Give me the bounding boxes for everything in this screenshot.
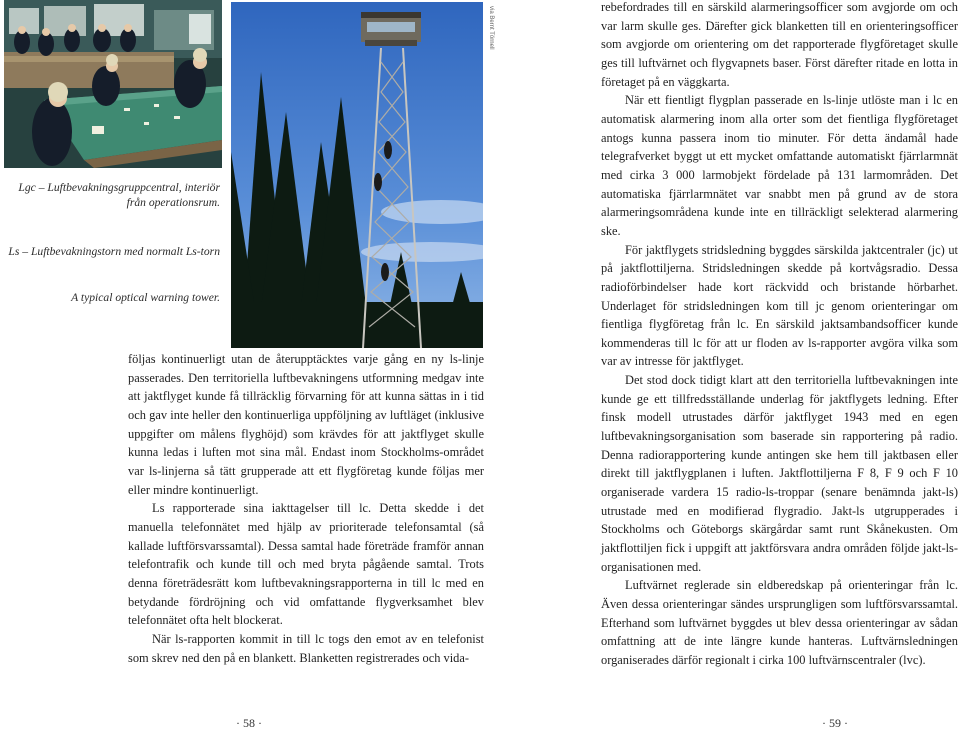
paragraph: Det stod dock tidigt klart att den territoriella luftbevakningen inte kunde ge ett tillfredsställande underlag för jaktflygets ledning. Efter finsk modell utrustades därför jaktflyget 1943 med en egen luftbevakningsorganisation som baserade sin rapportering på radio. Denna radiorapportering kunde antingen ske hem till jaktbasen eller direkt till jaktflygplanen i luften. Jaktflottiljerna F 8, F 9 och F 10 organiserade vardera 15 radio-ls-troppar (senare benämnda jakt-ls) utrustade med en modifierad flygradio. Jakt-ls utgrupperades i Stockholms och Göteborgs skärgårdar samt runt Skånekusten. Om jaktflottiljen fick i uppgift att jaktförsvara andra områden följde jakt-ls-organisationen med. [601, 373, 958, 574]
page-number-left: · 58 · [236, 716, 262, 730]
right-column-text [601, 0, 958, 670]
paragraph: Ls rapporterade sina iakttagelser till lc. Detta skedde i det manuella telefonnätet med hjälp av prioriterade telefonsamtal (så kallade luftförsvarssamtal). Dessa samtal hade företräde framför annan telefontrafik och kunde till och med bryta pågående samtal. Trots denna företrädesrätt kom luftbevakningsrapporterna in till lc med en betydande fördröjning och vid omfattande flygverksamhet blev telefonnätet ofta helt blockerat. [128, 501, 484, 628]
paragraph: När ett fientligt flygplan passerade en ls-linje utlöste man i lc en automatisk alarmering inom alla orter som det fientliga flygföretaget antogs kunna passera inom tio minuter. För detta ändamål hade telegrafverket byggt ut ett mycket omfattande automatiskt fjärrlarmnät med cirka 3 000 larmobjekt fördelade på 131 larmområden. Det automatiska fjärrlarmnätet var snabbt men på grund av de stora alarmeringsområdena kunde inte en tillräckligt selekterad alarmering ske. [601, 93, 958, 238]
caption-lgc: Lgc – Luftbevakningsgruppcentral, interiör från operationsrum. [18, 181, 220, 209]
page-number-right: · 59 · [822, 716, 848, 730]
paragraph: När ls-rapporten kommit in till lc togs den emot av en telefonist som skrev ned den på en blankett. Blanketten registrerades och vida- [128, 631, 484, 665]
caption-ls: Ls – Luftbevakningstorn med normalt Ls-torn [8, 245, 220, 258]
operations-room-photo [4, 0, 222, 168]
paragraph: För jaktflygets stridsledning byggdes särskilda jaktcentraler (jc) ut på jaktflottiljerna. Stridsledningen skedde på kortvågsradio. Dessa radioförbindelser hade kort räckvidd och bristande hörbarhet. Underlaget för stridsledningen kom till jc genom orienteringar om fientliga flygföretag från lc. En särskild jaktsambandsofficer kunde kommenderas till lc för att ur floden av ls-rapporter avgöra vilka som var av intresse för jaktflyget. [601, 242, 958, 369]
warning-tower-photo [231, 2, 483, 348]
left-column-text [128, 350, 484, 667]
caption-english: A typical optical warning tower. [71, 291, 220, 304]
photo-credit: via Bernt Törnell [488, 6, 494, 50]
paragraph: följas kontinuerligt utan de återupptäcktes varje gång en ny ls-linje passerades. Den territoriella luftbevakningens utformning medgav inte att jaktflyget kunde få tillräcklig förvarning för att kunna sättas in i tid och gav inte heller den kontinuerliga uppföljning av luftläget (inklusive uppgifter om målens flyghöjd) som krävdes för att jaktflyget skulle kunna ledas i luften mot sina mål. Endast inom Stockholms-området var ls-linjerna så tätt grupperade att ett flygföretag kunde följas mer eller mindre kontinuerligt. [128, 352, 484, 497]
paragraph: rebefordrades till en särskild alarmeringsofficer som avgjorde om och var larm skulle ges. Därefter gick blanketten till en orienteringsofficer som avgjorde om orientering om det rapporterade flygföretaget skulle ges till luftvärnet och flygvapnets baser. Först därefter ritade en lotta in företaget på en väggkarta. [601, 0, 958, 89]
paragraph: Luftvärnet reglerade sin eldberedskap på orienteringar från lc. Även dessa orienteringar sändes ursprungligen som luftförsvarssamtal. Efterhand som luftvärnet byggdes ut blev dessa orienteringar av sådan omfattning att de inte längre kunde hanteras. Luftvärnsledningen organiserades därför regionalt i cirka 100 luftvärnscentraler (lvc). [601, 578, 958, 667]
